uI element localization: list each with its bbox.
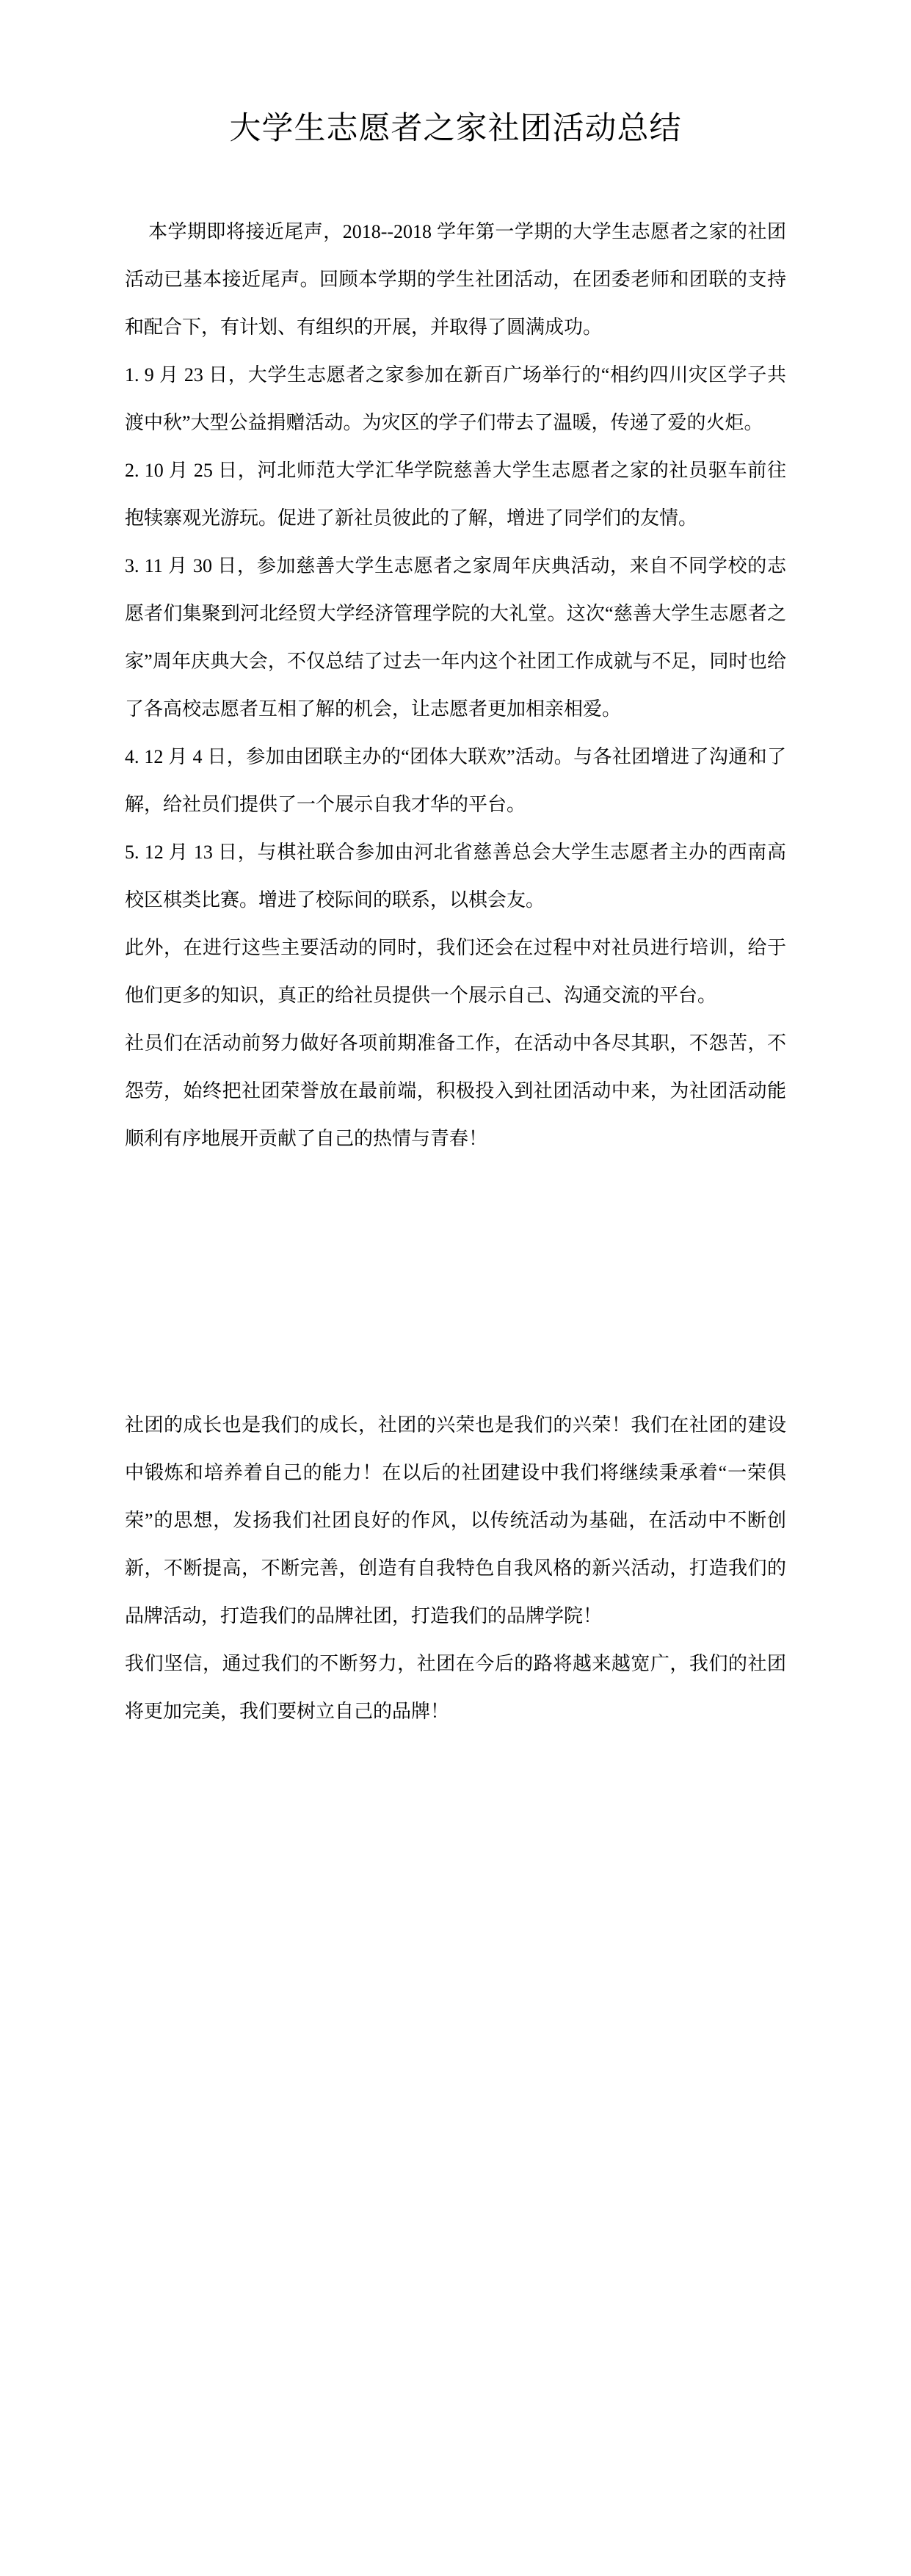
activity-item-2: 2. 10 月 25 日，河北师范大学汇华学院慈善大学生志愿者之家的社员驱车前往抱犊寨观光游玩。促进了新社员彼此的了解，增进了同学们的友情。 <box>125 460 786 529</box>
activity-item-1: 1. 9 月 23 日，大学生志愿者之家参加在新百广场举行的“相约四川灾区学子共渡中秋”大型公益捐赠活动。为灾区的学子们带去了温暖，传递了爱的火炬。 <box>125 364 786 433</box>
activity-item-3: 3. 11 月 30 日，参加慈善大学生志愿者之家周年庆典活动，来自不同学校的志愿者们集聚到河北经贸大学经济管理学院的大礼堂。这次“慈善大学生志愿者之家”周年庆典大会，不仅总结了过去一年内这个社团工作成就与不足，同时也给了各高校志愿者互相了解的机会，让志愿者更加相亲相爱。 <box>125 555 786 720</box>
page-title: 大学生志愿者之家社团活动总结 <box>229 112 682 146</box>
growth-outlook-paragraph: 社团的成长也是我们的成长，社团的兴荣也是我们的兴荣！我们在社团的建设中锻炼和培养着自己的能力！在以后的社团建设中我们将继续秉承着“一荣俱荣”的思想，发扬我们社团良好的作风，以传统活动为基础，在活动中不断创新，不断提高，不断完善，创造有自我特色自我风格的新兴活动，打造我们的品牌活动，打造我们的品牌社团，打造我们的品牌学院！ <box>125 1414 786 1627</box>
dedication-paragraph: 社员们在活动前努力做好各项前期准备工作，在活动中各尽其职，不怨苦，不怨劳，始终把社团荣誉放在最前端，积极投入到社团活动中来，为社团活动能顺利有序地展开贡献了自己的热情与青春！ <box>125 1032 786 1149</box>
intro-paragraph: 本学期即将接近尾声，2018--2018 学年第一学期的大学生志愿者之家的社团活动已基本接近尾声。回顾本学期的学生社团活动，在团委老师和团联的支持和配合下，有计划、有组织的开展，并取得了圆满成功。 <box>125 221 786 338</box>
conclusion-paragraph: 我们坚信，通过我们的不断努力，社团在今后的路将越来越宽广，我们的社团将更加完美，我们要树立自己的品牌！ <box>125 1653 786 1722</box>
activity-item-5: 5. 12 月 13 日，与棋社联合参加由河北省慈善总会大学生志愿者主办的西南高校区棋类比赛。增进了校际间的联系，以棋会友。 <box>125 842 786 911</box>
page2-body <box>125 1401 786 1735</box>
training-paragraph: 此外，在进行这些主要活动的同时，我们还会在过程中对社员进行培训，给于他们更多的知识，真正的给社员提供一个展示自己、沟通交流的平台。 <box>125 937 786 1006</box>
page1-body <box>125 208 786 1162</box>
activity-item-4: 4. 12 月 4 日，参加由团联主办的“团体大联欢”活动。与各社团增进了沟通和了解，给社员们提供了一个展示自我才华的平台。 <box>125 746 786 815</box>
